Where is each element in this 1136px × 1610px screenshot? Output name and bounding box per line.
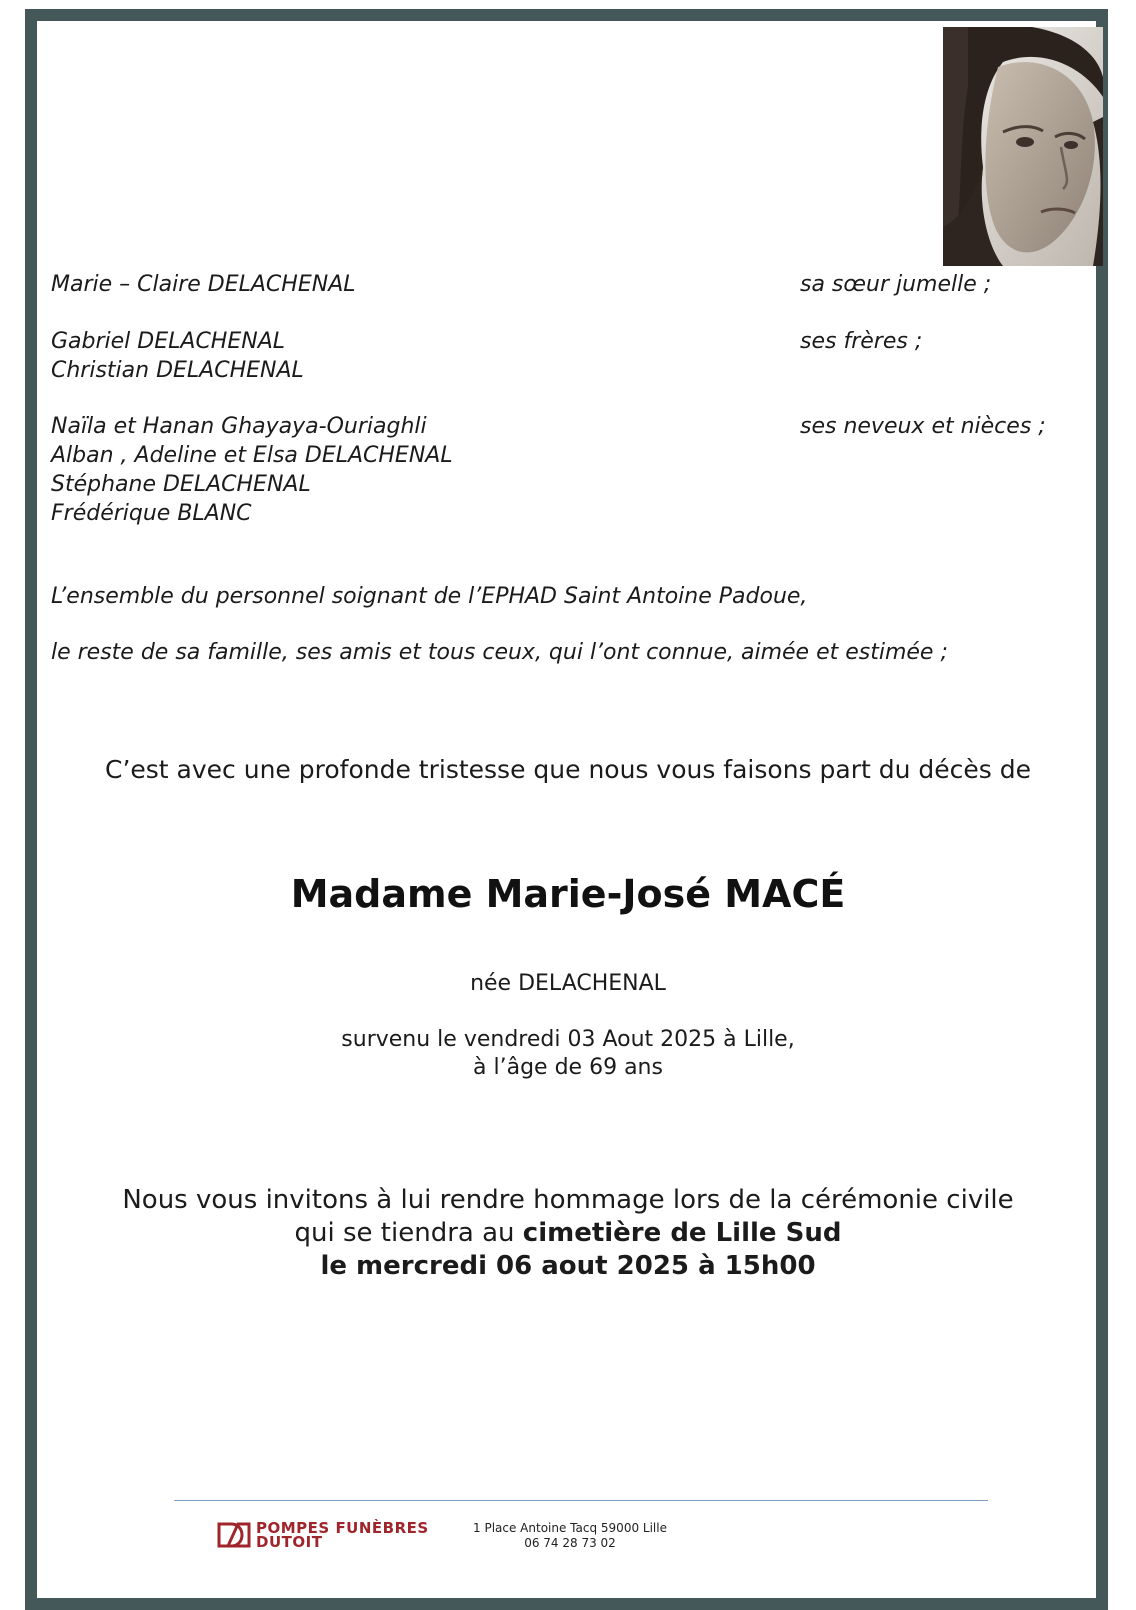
footer-divider <box>174 1500 988 1501</box>
announcement-intro: C’est avec une profonde tristesse que nous vous faisons part du décès de <box>105 755 1031 784</box>
funeral-home-logo <box>216 1520 429 1550</box>
deceased-name: Madame Marie-José MACÉ <box>290 872 846 916</box>
footer-phone: 06 74 28 73 02 <box>524 1536 616 1550</box>
ceremony-date: le mercredi 06 aout 2025 à 15h00 <box>320 1251 816 1281</box>
ceremony-place: cimetière de Lille Sud <box>522 1218 842 1248</box>
family-nephews <box>51 412 453 528</box>
death-date-line: survenu le vendredi 03 Aout 2025 à Lille, <box>341 1027 795 1052</box>
logo-text-line2: DUTOIT <box>256 1533 323 1551</box>
ceremony-place-prefix: qui se tiendra au <box>294 1218 523 1248</box>
brother-name: Christian DELACHENAL <box>51 358 304 383</box>
logo-text-line1: POMPES FUNÈBRES <box>256 1519 429 1537</box>
relation-nephews: ses neveux et nièces ; <box>800 414 1046 439</box>
age-line: à l’âge de 69 ans <box>473 1055 663 1080</box>
footer-address: 1 Place Antoine Tacq 59000 Lille <box>473 1521 667 1535</box>
logo-mark-icon <box>216 1521 252 1549</box>
staff-line: L’ensemble du personnel soignant de l’EPHAD Saint Antoine Padoue, <box>51 584 808 609</box>
footer-contact <box>470 1521 670 1551</box>
relation-brothers: ses frères ; <box>800 329 923 354</box>
twin-name: Marie – Claire DELACHENAL <box>51 272 356 297</box>
nephew-name: Stéphane DELACHENAL <box>51 472 311 497</box>
others-line: le reste de sa famille, ses amis et tous ceux, qui l’ont connue, aimée et estimée ; <box>51 640 948 665</box>
family-twin-name <box>51 270 356 299</box>
ceremony-place-line <box>0 1217 1136 1250</box>
relation-twin: sa sœur jumelle ; <box>800 272 992 297</box>
maiden-name: née DELACHENAL <box>470 971 666 996</box>
family-brothers <box>51 327 304 385</box>
nephew-name: Alban , Adeline et Elsa DELACHENAL <box>51 443 453 468</box>
nephew-name: Naïla et Hanan Ghayaya-Ouriaghli <box>51 414 427 439</box>
portrait-photo <box>943 27 1103 266</box>
ceremony-invite: Nous vous invitons à lui rendre hommage lors de la cérémonie civile <box>122 1185 1014 1215</box>
nephew-name: Frédérique BLANC <box>51 501 252 526</box>
brother-name: Gabriel DELACHENAL <box>51 329 286 354</box>
